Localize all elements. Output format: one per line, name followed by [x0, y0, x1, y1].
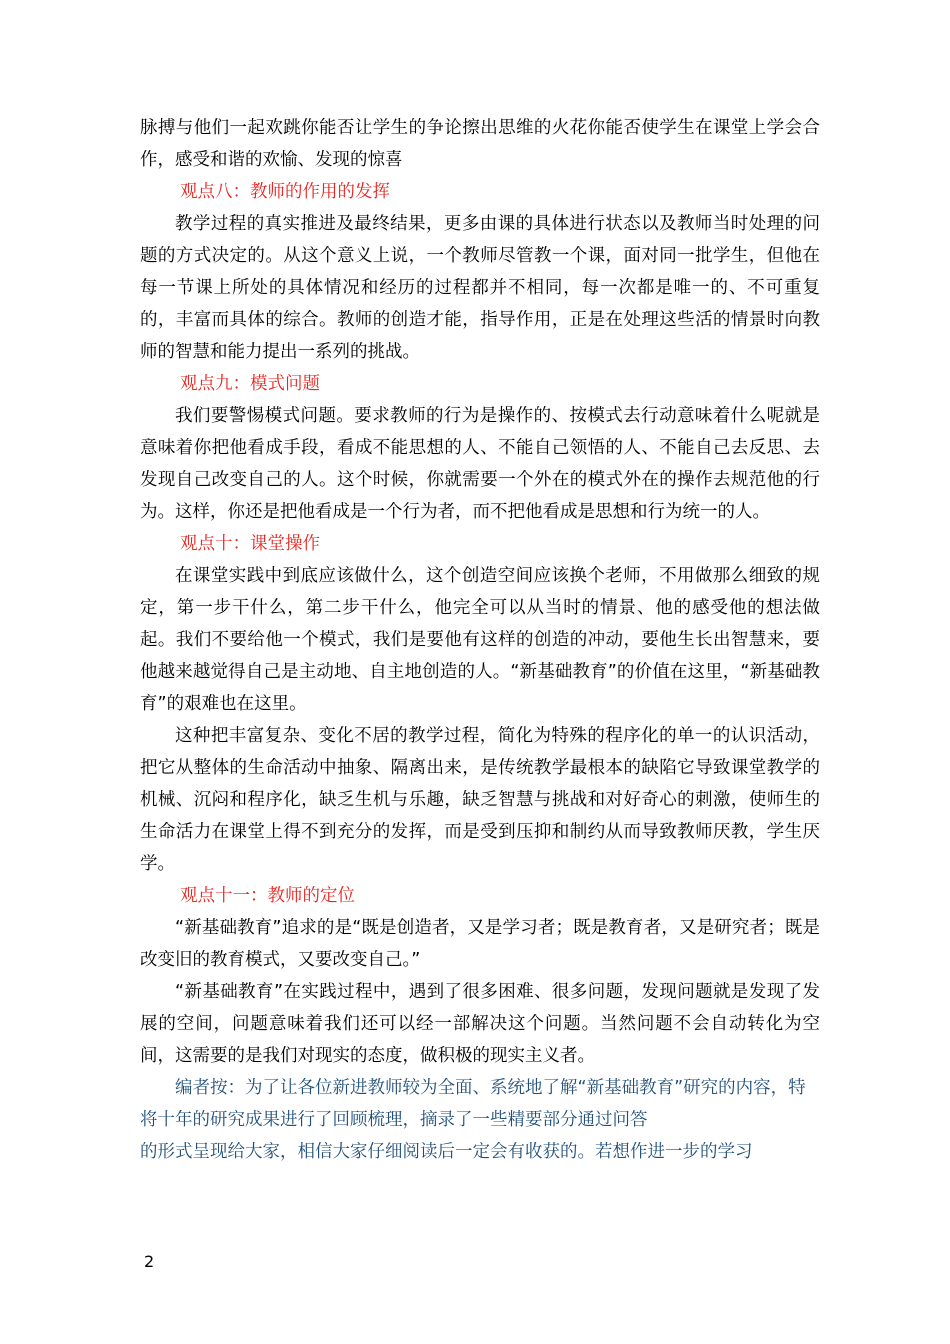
paragraph-viewpoint-11-b: “新基础教育”在实践过程中，遇到了很多困难、很多问题，发现问题就是发现了发展的空间，问题意味着我们还可以经一部解决这个问题。当然问题不会自动转化为空间，这需要的是我们对现实的态度，做积极的现实主义者。 [140, 982, 820, 1066]
heading-viewpoint-9: 观点九：模式问题 [180, 374, 320, 394]
heading-viewpoint-10: 观点十：课堂操作 [180, 534, 320, 554]
editor-note-line-1: 编者按：为了让各位新进教师较为全面、系统地了解“新基础教育”研究的内容，特将十年的研究成果进行了回顾梳理，摘录了一些精要部分通过问答 [140, 1078, 806, 1130]
editor-note-line-2: 的形式呈现给大家，相信大家仔细阅读后一定会有收获的。若想作进一步的学习 [140, 1142, 753, 1162]
paragraph-viewpoint-11-a: “新基础教育”追求的是“既是创造者，又是学习者；既是教育者，又是研究者；既是改变旧的教育模式，又要改变自己。” [140, 918, 820, 970]
paragraph-viewpoint-10-b: 这种把丰富复杂、变化不居的教学过程，简化为特殊的程序化的单一的认识活动，把它从整体的生命活动中抽象、隔离出来，是传统教学最根本的缺陷它导致课堂教学的机械、沉闷和程序化，缺乏生机与乐趣，缺乏智慧与挑战和对好奇心的刺激，使师生的生命活力在课堂上得不到充分的发挥，而是受到压抑和制约从而导致教师厌教，学生厌学。 [140, 726, 820, 874]
page-number: 2 [144, 1252, 155, 1271]
heading-viewpoint-8: 观点八：教师的作用的发挥 [180, 182, 390, 202]
heading-viewpoint-11: 观点十一：教师的定位 [180, 886, 355, 906]
paragraph-viewpoint-10-a: 在课堂实践中到底应该做什么，这个创造空间应该换个老师，不用做那么细致的规定，第一步干什么，第二步干什么，他完全可以从当时的情景、他的感受他的想法做起。我们不要给他一个模式，我们是要他有这样的创造的冲动，要他生长出智慧来，要他越来越觉得自己是主动地、自主地创造的人。“新基础教育”的价值在这里，“新基础教育”的艰难也在这里。 [140, 566, 820, 714]
paragraph-viewpoint-8: 教学过程的真实推进及最终结果，更多由课的具体进行状态以及教师当时处理的问题的方式决定的。从这个意义上说，一个教师尽管教一个课，面对同一批学生，但他在每一节课上所处的具体情况和经历的过程都并不相同，每一次都是唯一的、不可重复的，丰富而具体的综合。教师的创造才能，指导作用，正是在处理这些活的情景时向教师的智慧和能力提出一系列的挑战。 [140, 214, 820, 362]
paragraph-continuation: 脉搏与他们一起欢跳你能否让学生的争论擦出思维的火花你能否使学生在课堂上学会合作，感受和谐的欢愉、发现的惊喜 [140, 118, 820, 170]
paragraph-viewpoint-9: 我们要警惕模式问题。要求教师的行为是操作的、按模式去行动意味着什么呢就是意味着你把他看成手段，看成不能思想的人、不能自己领悟的人、不能自己去反思、去发现自己改变自己的人。这个时候，你就需要一个外在的模式外在的操作去规范他的行为。这样，你还是把他看成是一个行为者，而不把他看成是思想和行为统一的人。 [140, 406, 820, 522]
page-content [140, 112, 820, 1168]
